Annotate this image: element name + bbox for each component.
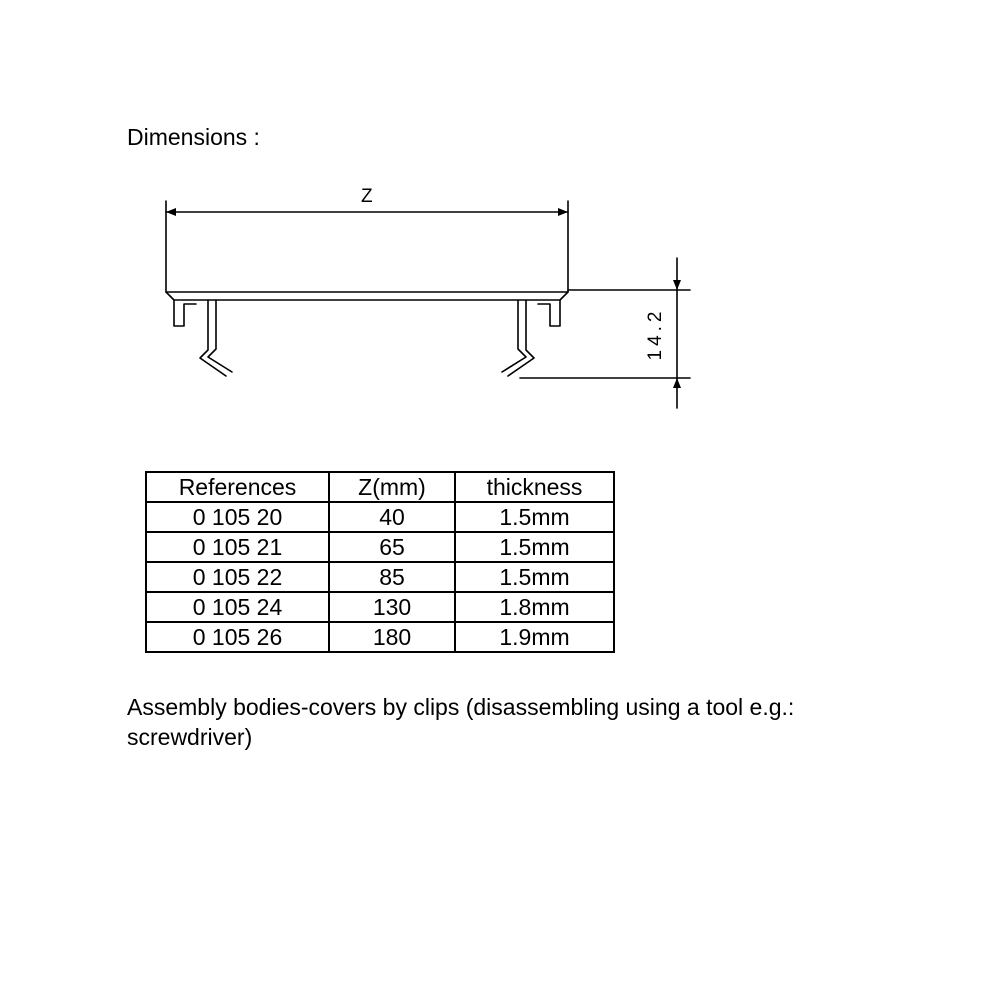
cover-left-clip [200, 300, 232, 376]
z-cell: 40 [329, 502, 455, 532]
cover-dimension-drawing [0, 0, 1000, 460]
cover-left-hook [174, 300, 196, 326]
z-label: Z [361, 186, 373, 207]
thickness-cell: 1.5mm [455, 502, 614, 532]
reference-cell: 0 105 26 [146, 622, 329, 652]
cover-right-clip [502, 300, 534, 376]
z-arrow-right [558, 208, 568, 216]
table-row [146, 592, 614, 622]
height-arrow-top [673, 280, 681, 290]
dimensions-heading: Dimensions : [127, 124, 260, 150]
table-row [146, 532, 614, 562]
column-header-references: References [146, 472, 329, 502]
cover-right-hook [538, 300, 560, 326]
thickness-cell: 1.9mm [455, 622, 614, 652]
z-cell: 65 [329, 532, 455, 562]
table-row [146, 622, 614, 652]
z-arrow-left [166, 208, 176, 216]
z-cell: 130 [329, 592, 455, 622]
thickness-cell: 1.8mm [455, 592, 614, 622]
thickness-cell: 1.5mm [455, 532, 614, 562]
z-cell: 85 [329, 562, 455, 592]
table-row [146, 562, 614, 592]
z-cell: 180 [329, 622, 455, 652]
reference-cell: 0 105 24 [146, 592, 329, 622]
reference-cell: 0 105 22 [146, 562, 329, 592]
assembly-note: Assembly bodies-covers by clips (disassembling using a tool e.g.: screwdriver) [127, 694, 795, 750]
reference-cell: 0 105 20 [146, 502, 329, 532]
cover-top-plate [166, 292, 568, 300]
column-header-z: Z(mm) [329, 472, 455, 502]
reference-cell: 0 105 21 [146, 532, 329, 562]
column-header-thickness: thickness [455, 472, 614, 502]
table-row [146, 502, 614, 532]
height-arrow-bottom [673, 378, 681, 388]
table-header-row [146, 472, 614, 502]
height-label: 14.2 [645, 307, 666, 361]
reference-table [145, 471, 615, 653]
thickness-cell: 1.5mm [455, 562, 614, 592]
